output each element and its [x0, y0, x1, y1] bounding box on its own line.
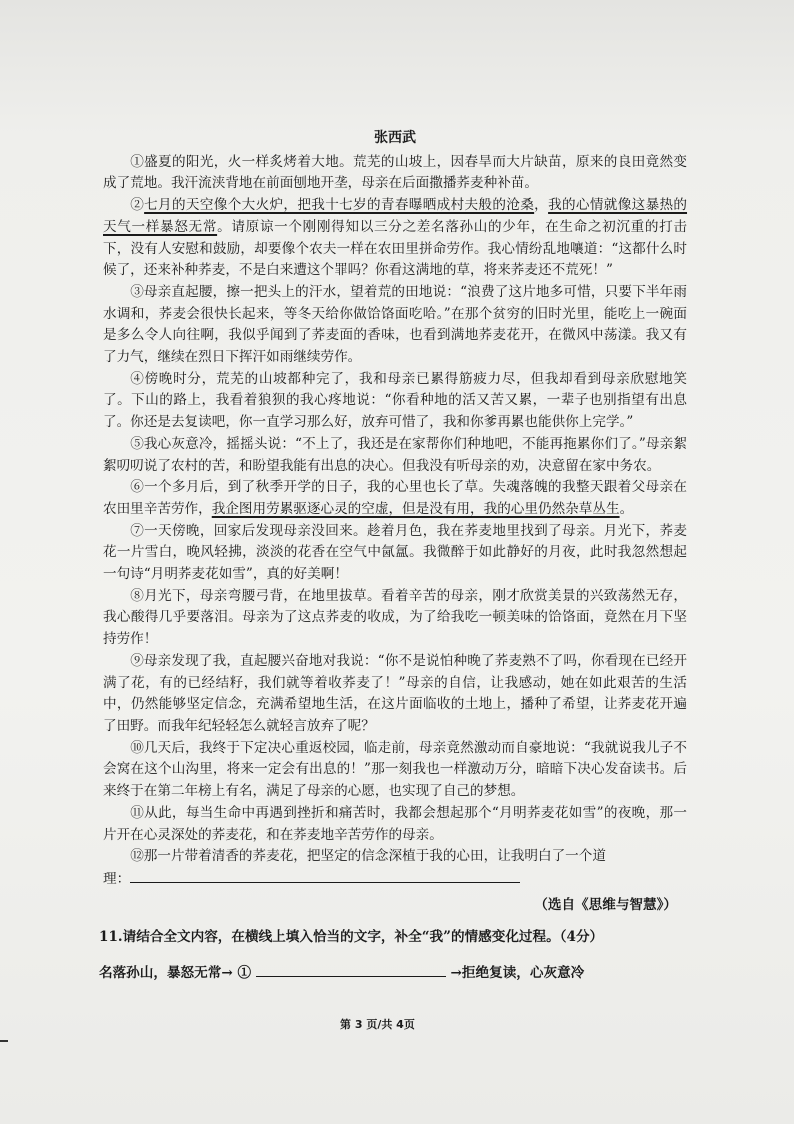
paragraph-4: ④傍晚时分，荒芜的山坡都种完了，我和母亲已累得筋疲力尽，但我却看到母亲欣慰地笑了。下山的路上，我看着狼狈的我心疼地说：“你看种地的活又苦又累，一辈子也别指望有出息了。你还是去复读吧，你一直学习那么好，放弃可惜了，我和你爹再累也能供你上完学。” — [103, 370, 687, 431]
underlined-sentence-3: 我企图用劳累驱逐心灵的空虚，但是没有用，我的心里仍然杂草丛生 — [211, 500, 620, 517]
paragraph-6-end: 。 — [619, 500, 634, 517]
paragraph-11: ⑪从此，每当生命中再遇到挫折和痛苦时，我都会想起那个“月明荞麦花如雪”的夜晚，那一片开在心灵深处的荞麦花，和在荞麦地辛苦劳作的母亲。 — [103, 804, 687, 843]
paragraph-12-continued — [103, 868, 687, 891]
paragraph-10: ⑩几天后，我终于下定决心重返校园，临走前，母亲竟然激动而自豪地说：“我就说我儿子不会窝在这个山沟里，将来一定会有出息的！”那一刻我也一样激动万分，暗暗下决心发奋读书。后来终于在第二年榜上有名，满足了母亲的心愿，也实现了自己的梦想。 — [103, 739, 687, 800]
question-11: 11.请结合全文内容，在横线上填入恰当的文字，补全“我”的情感变化过程。（4分） — [99, 929, 604, 946]
paragraph-12: ⑫那一片带着清香的荞麦花，把坚定的信念深植于我的心田，让我明白了一个道 — [130, 848, 606, 865]
reading-passage — [99, 128, 688, 985]
paragraph-3: ③母亲直起腰，擦一把头上的汗水，望着荒的田地说：“浪费了这片地多可惜，只要下半年雨水调和，荞麦会很快长起来，等冬天给你做饸饹面吃哈。”在那个贫穷的旧时光里，能吃上一碗面是多么令人向往啊，我似乎闻到了荞麦面的香味，也看到满地荞麦花开，在微风中荡漾。我又有了力气，继续在烈日下挥汗如雨继续劳作。 — [103, 283, 687, 366]
source-citation: （选自《思维与智慧》） — [534, 896, 677, 913]
paragraph-5: ⑤我心灰意冷，摇摇头说：“不上了，我还是在家帮你们种地吧，不能再拖累你们了。”母亲絮絮叨叨说了农村的苦，和盼望我能有出息的决心。但我没有听母亲的劝，决意留在家中务农。 — [103, 435, 687, 474]
paragraph-2-number: ② — [130, 197, 145, 214]
paragraph-6-start: ⑥一个多月后，到了秋季开学的日子，我的心里也长了草。失魂落魄的我整天跟着父母亲在农田里辛苦劳作， — [103, 479, 687, 517]
paragraph-6 — [103, 477, 687, 520]
paragraph-2 — [103, 195, 687, 282]
paragraph-1: ①盛夏的阳光，火一样炙烤着大地。荒芜的山坡上，因春旱而大片缺苗，原来的良田竟然变成了荒地。我汗流浃背地在前面刨地开垄，母亲在后面撒播荞麦种补苗。 — [103, 153, 687, 192]
underlined-sentence-2: 我的心情就像这暴热的天气一样暴怒无常 — [103, 197, 688, 235]
flow-start: 名落孙山，暴怒无常→ — [99, 965, 233, 982]
author-name: 张西武 — [374, 130, 416, 146]
underlined-sentence-1: 七月的天空像个大火炉，把我十七岁的青春曝晒成村夫般的沧桑 — [144, 197, 535, 214]
paragraph-2-rest: 。请原谅一个刚刚得知以三分之差名落孙山的少年，在生命之初沉重的打击下，没有人安慰和鼓励，却要像个农夫一样在农田里拼命劳作。我心情纷乱地嚷道：“这都什么时候了，还来补种荞麦，不是白来遭这个罪吗？你看这满地的草，将来荞麦还不荒死！” — [103, 218, 688, 279]
margin-mark — [0, 1040, 8, 1042]
emotion-flow — [99, 962, 687, 985]
paragraph-2-comma: ， — [534, 197, 549, 214]
page-footer: 第 3 页/共 4页 — [340, 1018, 415, 1031]
answer-blank-line[interactable] — [130, 868, 520, 883]
flow-blank-number: ① — [237, 965, 252, 982]
flow-end: →拒绝复读，心灰意冷 — [450, 965, 585, 982]
paragraph-7: ⑦一天傍晚，回家后发现母亲没回来。趁着月色，我在荞麦地里找到了母亲。月光下，荞麦花一片雪白，晚风轻拂，淡淡的花香在空气中氤氲。我微醉于如此静好的月夜，此时我忽然想起一句诗“月明荞麦花如雪”，真的好美啊！ — [103, 522, 687, 583]
paragraph-8: ⑧月光下，母亲弯腰弓背，在地里拔草。看着辛苦的母亲，刚才欣赏美景的兴致荡然无存，我心酸得几乎要落泪。母亲为了这点荞麦的收成，为了给我吃一顿美味的饸饹面，竟然在月下坚持劳作！ — [103, 587, 687, 648]
paragraph-9: ⑨母亲发现了我，直起腰兴奋地对我说：“你不是说怕种晚了荞麦熟不了吗，你看现在已经开满了花，有的已经结籽，我们就等着收荞麦了！”母亲的自信，让我感动，她在如此艰苦的生活中，仍然能够坚定信念，充满希望地生活，在这片面临收的土地上，播种了希望，让荞麦花开遍了田野。而我年纪轻轻怎么就轻言放弃了呢？ — [103, 652, 687, 734]
flow-answer-blank[interactable] — [256, 962, 446, 977]
show-through-background — [0, 0, 794, 100]
answer-label: 理： — [103, 870, 131, 887]
